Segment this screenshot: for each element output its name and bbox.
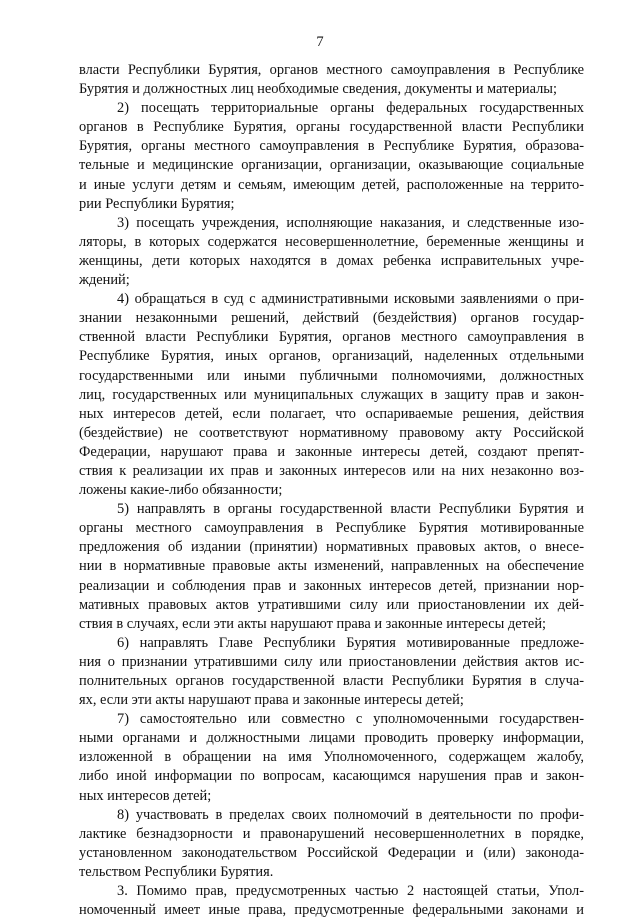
text-line: власти Республики Бурятия, органов местного самоуправления в Республике [79,62,584,78]
document-body [79,61,584,920]
text-line: тельные и медицинские организации, организации, оказывающие социальные [79,157,584,174]
text-line: государственными или иными публичными полномочиями, должностных [79,367,584,384]
text-line: органы местного самоуправления в Республике Бурятия мотивированные [79,520,584,537]
text-line: рии Республики Бурятия; [79,195,235,212]
text-line: (бездействие) не соответствуют нормативному правовому акту Российской [79,424,584,441]
text-line: ях, если эти акты нарушают права и законные интересы детей; [79,692,464,709]
text-line: ных интересов детей; [79,787,212,804]
text-line: лактике безнадзорности и правонарушений несовершеннолетних в порядке, [79,825,584,842]
text-line: женщины, дети которых находятся в домах ребенка исправительных учре- [79,252,584,269]
text-line: 3) посещать учреждения, исполняющие наказания, и следственные изо- [117,214,584,231]
text-line: 3. Помимо прав, предусмотренных частью 2 настоящей статьи, Упол- [117,883,584,900]
text-line: Бурятия и должностных лиц необходимые сведения, документы и материалы; [79,81,557,98]
text-line: ляторы, в которых содержатся несовершеннолетние, беременные женщины и [79,233,584,250]
text-line: нии в нормативные правовые акты изменений, направленных на обеспечение [79,558,584,575]
text-line: реализации и соблюдения прав и законных интересов детей, признании нор- [79,577,584,594]
text-line: установленном законодательством Российской Федерации и (или) законода- [79,844,584,861]
text-line: ния о признании утратившими силу или приостановлении действия актов ис- [79,653,584,670]
text-line: предложения об издании (принятии) нормативных правовых актов, о внесе- [79,539,584,556]
text-line: тельством Республики Бурятия. [79,863,274,880]
text-line: Бурятия, органы местного самоуправления в Республике Бурятия, образова- [79,138,584,155]
text-line: лиц, государственных или муниципальных служащих в защиту прав и закон- [79,386,584,403]
text-line: 7) самостоятельно или совместно с уполномоченными государствен- [117,711,584,728]
text-line: ствия в случаях, если эти акты нарушают права и законные интересы детей; [79,615,547,632]
text-line: ствия к реализации их прав и законных интересов или на них незаконно воз- [79,462,584,479]
text-line: изложенной в обращении на имя Уполномоченного, содержащем жалобу, [79,749,584,766]
text-line: 5) направлять в органы государственной власти Республики Бурятия и [117,501,584,518]
text-line: ждений; [79,272,130,289]
page-number: 7 [316,34,324,50]
text-line: мативных правовых актов утратившими силу или приостановлении их дей- [79,596,584,613]
text-line: и иные услуги детям и семьям, имеющим детей, расположенные на террито- [79,176,584,193]
text-line: номоченный имеет иные права, предусмотренные федеральными законами и [79,902,584,919]
text-line: ственной власти Республики Бурятия, органов местного самоуправления в [79,329,584,346]
text-line: 2) посещать территориальные органы федеральных государственных [117,100,584,117]
text-line: Республике Бурятия, иных органов, организаций, наделенных отдельными [79,348,584,365]
text-line: ных интересов детей, если полагает, что оспариваемые решения, действия [79,405,584,422]
text-line: ными органами и должностными лицами проводить проверку информации, [79,730,584,747]
text-line: полнительных органов государственной власти Республики Бурятия в случа- [79,673,584,689]
text-line: 8) участвовать в пределах своих полномочий в деятельности по профи- [117,806,584,823]
text-line: Федерации, нарушают права и законные интересы детей, создают препят- [79,443,584,460]
text-line: органов в Республике Бурятия, органы государственной власти Республики [79,119,584,136]
text-line: 4) обращаться в суд с административными исковыми заявлениями о при- [117,291,584,308]
text-line: ложены какие-либо обязанности; [79,482,283,499]
text-line: знании незаконными решений, действий (бездействия) органов государ- [79,310,584,327]
text-line: 6) направлять Главе Республики Бурятия мотивированные предложе- [117,634,584,651]
text-line: либо иной информации по вопросам, касающимся нарушения прав и закон- [79,768,584,785]
